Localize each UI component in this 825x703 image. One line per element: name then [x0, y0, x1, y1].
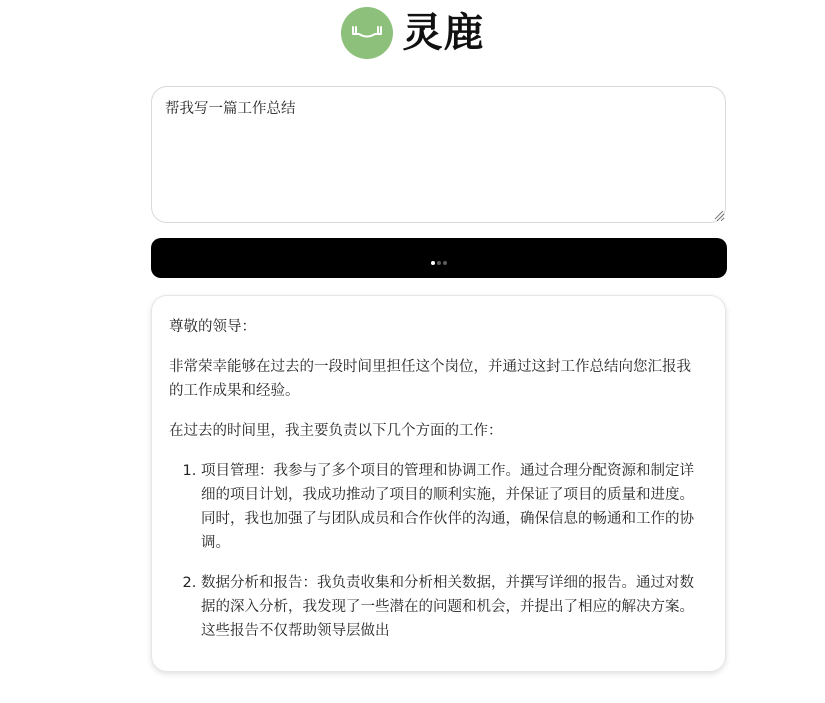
loading-dot — [431, 261, 435, 265]
resize-handle-icon[interactable] — [712, 208, 724, 220]
result-card — [151, 295, 726, 672]
result-greeting: 尊敬的领导： — [169, 319, 256, 335]
header — [0, 0, 825, 66]
loading-dot — [437, 261, 441, 265]
loading-dot — [443, 261, 447, 265]
loading-spinner-icon — [430, 261, 448, 265]
result-intro: 非常荣幸能够在过去的一段时间里担任这个岗位，并通过这封工作总结向您汇报我的工作成果和经验。 — [169, 359, 691, 399]
list-item: 2. 数据分析和报告：我负责收集和分析相关数据，并撰写详细的报告。通过对数据的深入分析，我发现了一些潜在的问题和机会，并提出了相应的解决方案。这些报告不仅帮助领导层做出 — [201, 571, 697, 643]
result-lead: 在过去的时间里，我主要负责以下几个方面的工作： — [169, 423, 503, 439]
submit-button[interactable] — [151, 238, 727, 278]
result-list — [169, 459, 697, 643]
brand-name: 灵鹿 — [402, 10, 485, 56]
list-item: 1. 项目管理：我参与了多个项目的管理和协调工作。通过合理分配资源和制定详细的项目计划，我成功推动了项目的顺利实施，并保证了项目的质量和进度。同时，我也加强了与团队成员和合作伙伴的沟通，确保信息的畅通和工作的协调。 — [201, 459, 697, 555]
deer-antler-icon — [341, 7, 393, 59]
prompt-input[interactable] — [151, 86, 726, 223]
